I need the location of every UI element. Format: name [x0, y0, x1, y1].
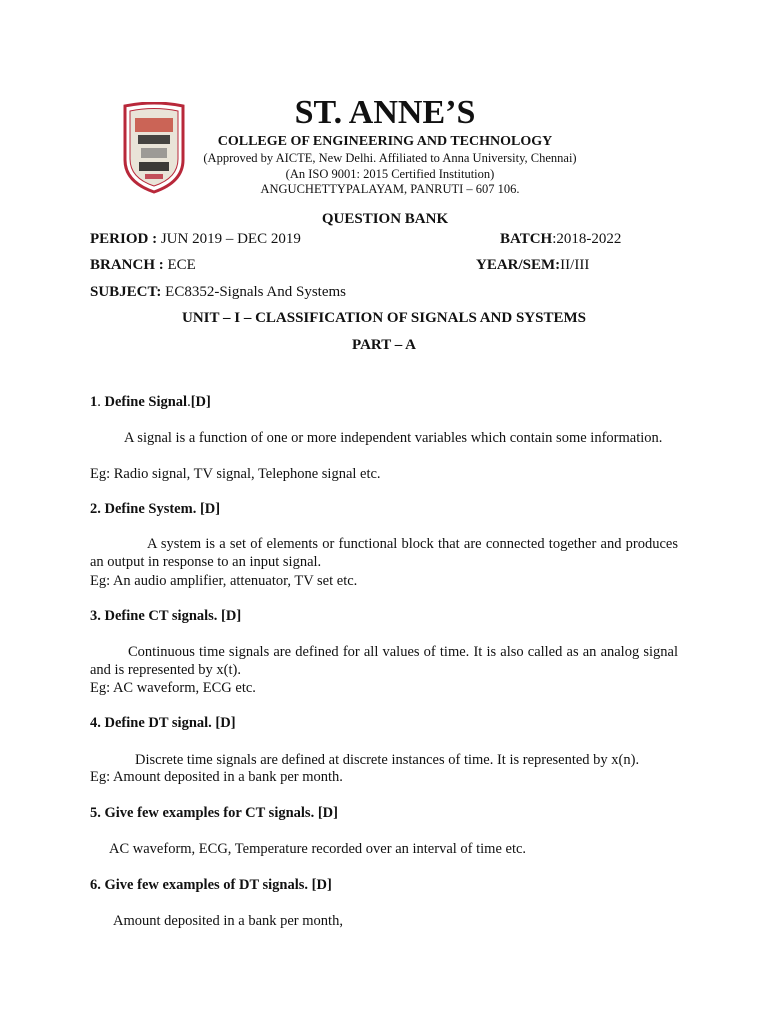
subject-field [90, 283, 346, 301]
example-3: Eg: AC waveform, ECG etc. [90, 680, 256, 696]
college-logo [123, 102, 185, 194]
unit-heading: UNIT – I – CLASSIFICATION OF SIGNALS AND SYSTEMS [182, 310, 586, 326]
example-1: Eg: Radio signal, TV signal, Telephone signal etc. [90, 466, 381, 482]
subject-label: SUBJECT: [90, 284, 162, 300]
example-4: Eg: Amount deposited in a bank per month. [90, 769, 343, 785]
college-name: ST. ANNE’S [294, 94, 476, 131]
answer-2: A system is a set of elements or functional block that are connected together and produces an output in response to an input signal. [90, 536, 678, 570]
subject-value: EC8352-Signals And Systems [161, 284, 347, 300]
question-1-tag-dot: . [187, 394, 191, 410]
branch-field [90, 256, 196, 274]
yearsem-label: YEAR/SEM: [476, 257, 561, 273]
question-2-heading: 2. Define System. [D] [90, 501, 221, 517]
yearsem-field [476, 256, 589, 274]
question-1-tag: [D] [190, 394, 211, 410]
question-1-heading [90, 393, 211, 411]
address-line: ANGUCHETTYPALAYAM, PANRUTI – 607 106. [260, 182, 520, 196]
document-title: QUESTION BANK [321, 211, 449, 227]
question-1-number: 1 [90, 394, 98, 410]
answer-1: A signal is a function of one or more independent variables which contain some information. [124, 430, 663, 446]
question-1-separator: . [97, 394, 105, 410]
question-6-heading: 6. Give few examples of DT signals. [D] [90, 877, 332, 893]
question-1-title: Define Signal [104, 394, 188, 410]
college-subtitle: COLLEGE OF ENGINEERING AND TECHNOLOGY [217, 134, 553, 149]
question-5-heading: 5. Give few examples for CT signals. [D] [90, 805, 338, 821]
period-label: PERIOD : [90, 231, 158, 247]
branch-label: BRANCH : [90, 257, 164, 273]
period-field [90, 230, 301, 248]
approval-line: (Approved by AICTE, New Delhi. Affiliated to Anna University, Chennai) [203, 151, 577, 165]
question-3-heading: 3. Define CT signals. [D] [90, 608, 242, 624]
batch-field [500, 230, 621, 248]
iso-line: (An ISO 9001: 2015 Certified Institution) [285, 167, 495, 181]
batch-value: :2018-2022 [552, 231, 622, 247]
yearsem-value: II/III [560, 257, 590, 273]
example-2: Eg: An audio amplifier, attenuator, TV set etc. [90, 573, 358, 589]
answer-4: Discrete time signals are defined at discrete instances of time. It is represented by x(n). [135, 752, 640, 768]
question-4-heading: 4. Define DT signal. [D] [90, 715, 236, 731]
answer-3: Continuous time signals are defined for all values of time. It is also called as an analog signal and is represented by x(t). [90, 644, 678, 678]
period-value: JUN 2019 – DEC 2019 [157, 231, 301, 247]
branch-value: ECE [163, 257, 196, 273]
batch-label: BATCH [500, 231, 553, 247]
answer-5: AC waveform, ECG, Temperature recorded over an interval of time etc. [109, 841, 527, 857]
part-heading: PART – A [352, 337, 416, 353]
answer-6: Amount deposited in a bank per month, [113, 913, 343, 929]
